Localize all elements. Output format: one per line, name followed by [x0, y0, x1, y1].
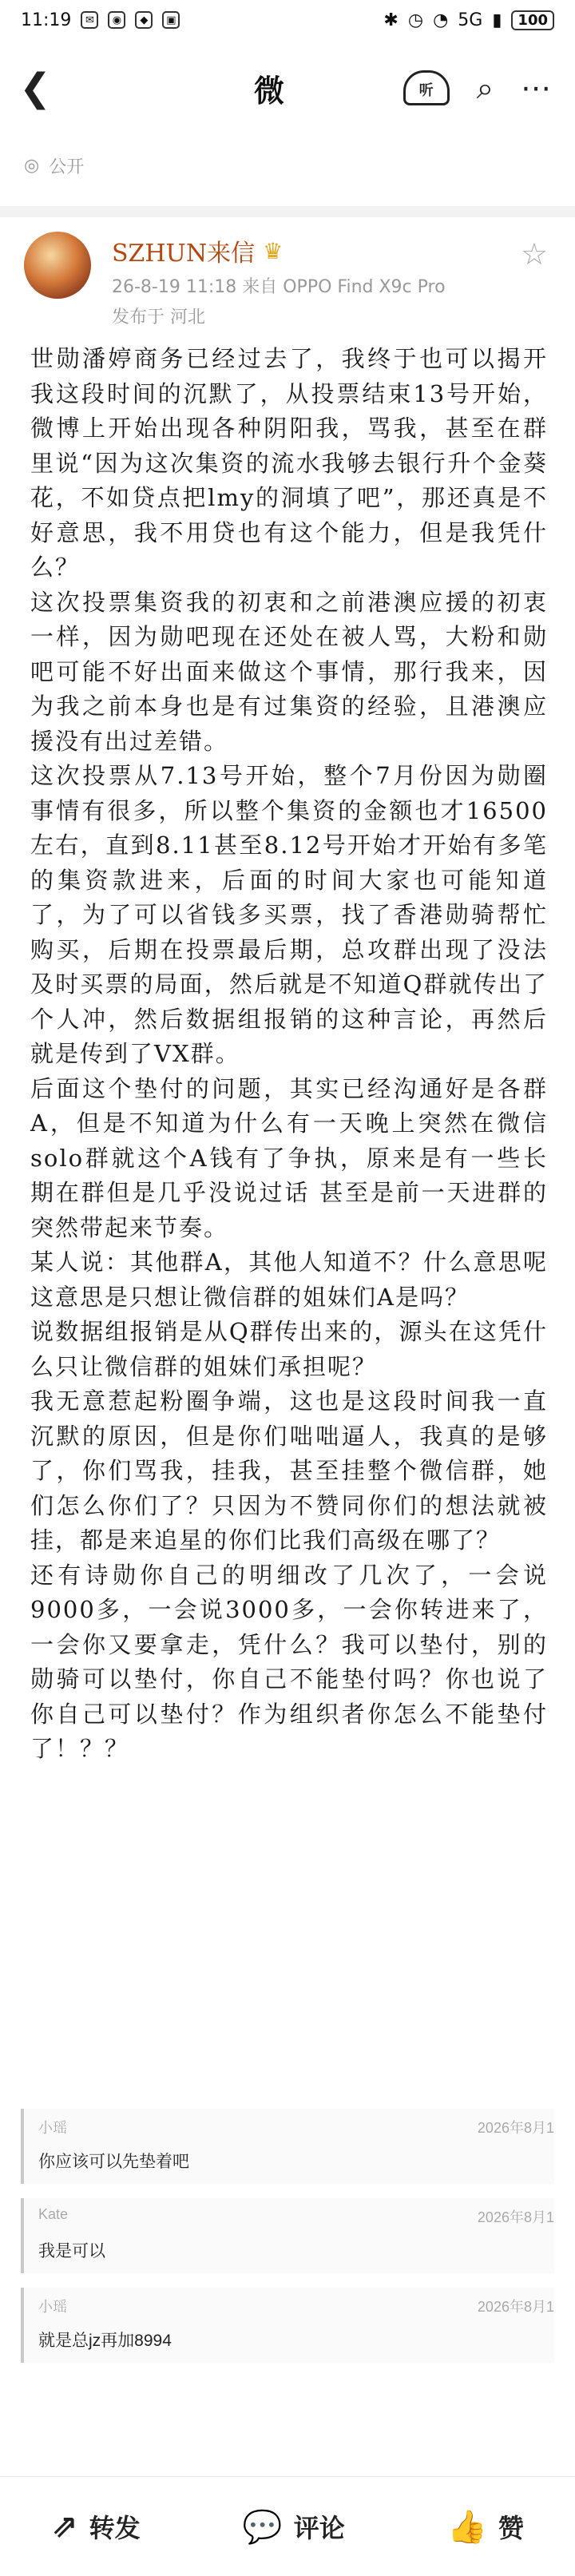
comment-text: 你应该可以先垫着吧	[38, 2153, 189, 2171]
status-time: 11:19	[21, 10, 72, 30]
author-name[interactable]: SZHUN来信	[112, 240, 256, 268]
weibo-icon: ◉	[108, 11, 125, 29]
wifi-icon: ◔	[433, 10, 449, 30]
comment-icon: 💬	[242, 2508, 283, 2546]
comment-button[interactable]	[243, 2508, 345, 2546]
more-icon[interactable]: ⋯	[521, 70, 551, 105]
post-paragraph: 这次投票集资我的初衷和之前港澳应援的初衷一样，因为勋吧现在还处在被人骂，大粉和勋吧可能不好出面来做这个事情，那行我来，因为我之前本身也是有过集资的经验，且港澳应援没有出过差错。	[30, 588, 548, 755]
battery-icon: 100	[511, 10, 554, 30]
search-icon[interactable]: ⌕	[476, 69, 494, 105]
comment-item	[21, 2198, 554, 2273]
post-meta-time: 26-8-19 11:18 来自 OPPO Find X9c Pro	[112, 277, 446, 297]
comment-author: Kate	[38, 2206, 69, 2222]
crown-icon: ♛	[263, 237, 284, 264]
gallery-icon: ▣	[162, 11, 180, 29]
comment-author: 小瑶	[38, 2120, 67, 2136]
like-button[interactable]	[447, 2508, 524, 2546]
comment-author: 小瑶	[38, 2299, 67, 2315]
comment-date: 2026年8月1	[477, 2299, 554, 2315]
bluetooth-icon: ✱	[383, 10, 399, 30]
post-paragraph: 某人说：其他群A，其他人知道不？什么意思呢 这意思是只想让微信群的姐妹们A是吗？	[30, 1248, 548, 1311]
app-icon: ◆	[135, 11, 153, 29]
post-meta-location: 发布于 河北	[112, 308, 205, 327]
visibility-row	[24, 153, 84, 178]
bottom-action-bar	[0, 2476, 575, 2576]
signal-label: 5G	[458, 10, 483, 30]
post-paragraph: 这次投票从7.13号开始，整个7月份因为勋圈事情有很多，所以整个集资的金额也才16500左右，直到8.11甚至8.12号开始才开始有多笔的集资款进来，后面的时间大家也可能知道了，为了可以省钱多买票，找了香港勋骑帮忙购买，后期在投票最后期，总攻群出现了没法及时买票的局面，然后就是不知道Q群就传出了个人冲，然后数据组报销的这种言论，再然后就是传到了VX群。	[30, 762, 548, 1067]
like-label: 赞	[498, 2513, 524, 2543]
comment-date: 2026年8月1	[477, 2209, 554, 2225]
comment-item	[21, 2288, 554, 2363]
comment-label: 评论	[293, 2513, 345, 2543]
repost-label: 转发	[89, 2513, 141, 2543]
post-paragraph: 还有诗勋你自己的明细改了几次了，一会说9000多，一会说3000多，一会你转进来了，一会你又要拿走，凭什么？我可以垫付，别的勋骑可以垫付，你自己不能垫付吗？你也说了你自己可以垫付？作为组织者你怎么不能垫付了！？？	[30, 1561, 548, 1762]
post-body	[30, 342, 548, 1767]
visibility-label: 公开	[49, 157, 85, 177]
repost-button[interactable]	[51, 2508, 141, 2545]
comment-text: 我是可以	[38, 2242, 105, 2260]
post-paragraph: 世勋潘婷商务已经过去了，我终于也可以揭开我这段时间的沉默了，从投票结束13号开始，微博上开始出现各种阴阳我，骂我，甚至在群里说“因为这次集资的流水我够去银行升个金葵花，不如贷点把lmy的洞填了吧”，那还真是不好意思，我不用贷也有这个能力，但是我凭什么？	[30, 345, 548, 581]
section-divider	[0, 206, 575, 217]
author-row[interactable]	[112, 233, 283, 268]
nav-title: 微	[254, 73, 285, 109]
comment-date: 2026年8月1	[477, 2120, 554, 2136]
listen-label: 听	[418, 82, 434, 99]
avatar[interactable]	[24, 232, 91, 299]
comment-screenshot-list	[21, 2109, 554, 2377]
comment-item	[21, 2109, 554, 2184]
notification-icon: ✉	[81, 11, 98, 29]
nav-bar	[0, 40, 575, 136]
signal-icon: ▮	[492, 10, 502, 30]
repost-icon: ⇗	[51, 2508, 78, 2545]
alarm-icon: ◷	[407, 10, 424, 30]
post-paragraph: 我无意惹起粉圈争端，这也是这段时间我一直沉默的原因，但是你们咄咄逼人，我真的是够了，你们骂我，挂我，甚至挂整个微信群，她们怎么你们了？只因为不赞同你们的想法就被挂，都是来追星的你们比我们高级在哪了？	[30, 1387, 548, 1554]
globe-icon: ◎	[24, 156, 40, 176]
favorite-star-icon[interactable]: ☆	[520, 236, 548, 272]
post-paragraph: 说数据组报销是从Q群传出来的，源头在这凭什么只让微信群的姐妹们承担呢？	[30, 1318, 548, 1380]
back-icon[interactable]: ❮	[19, 65, 52, 110]
post-paragraph: 后面这个垫付的问题，其实已经沟通好是各群A，但是不知道为什么有一天晚上突然在微信solo群就这个A钱有了争执，原来是有一些长期在群但是几乎没说过话 甚至是前一天进群的突然带起来节奏。	[30, 1074, 548, 1241]
status-bar	[0, 0, 575, 40]
comment-text: 就是总jz再加8994	[38, 2332, 172, 2350]
listen-button[interactable]	[403, 70, 450, 105]
thumbs-up-icon: 👍	[447, 2508, 487, 2546]
